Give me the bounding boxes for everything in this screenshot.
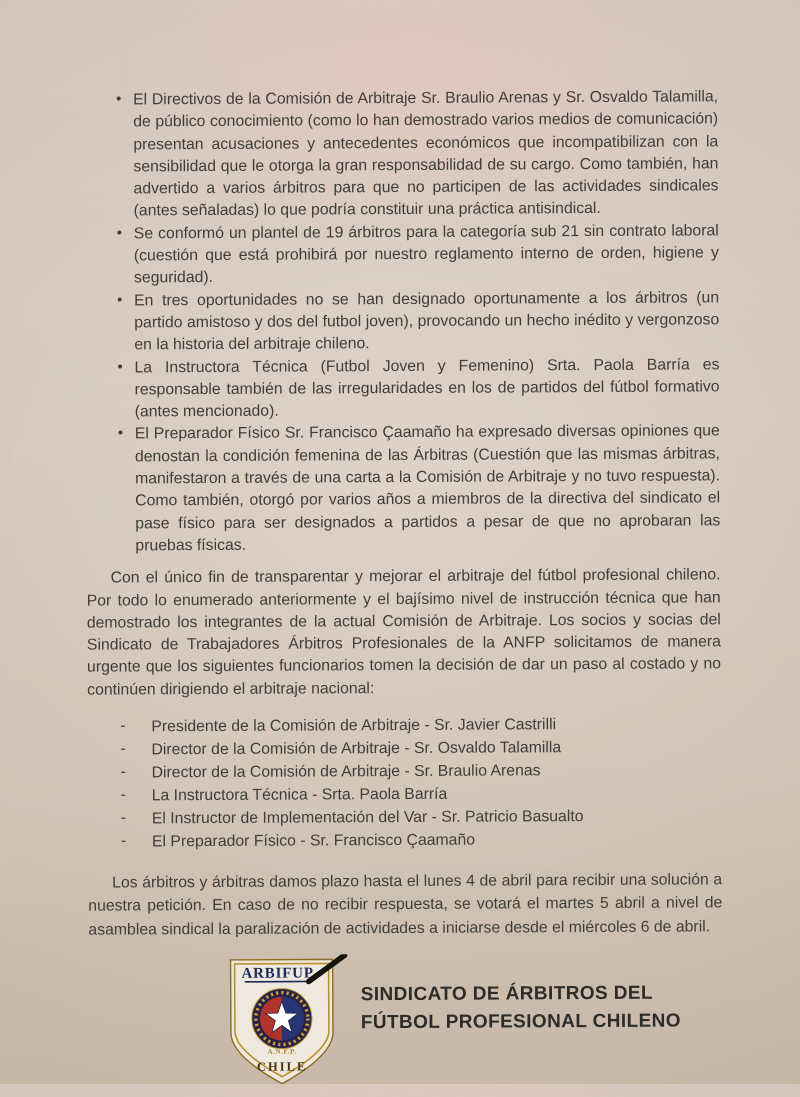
bullet-marker: • [116,88,121,110]
official-text: Director de la Comisión de Arbitraje - Sr. Osvaldo Talamilla [151,739,561,758]
org-name-line1: SINDICATO DE ÁRBITROS DEL [361,980,681,1009]
bullet-marker: • [118,423,123,445]
official-item [151,712,721,738]
official-item [152,781,722,807]
chile-label: CHILE [257,1060,307,1074]
official-item [152,827,722,853]
dash-marker: - [120,737,125,760]
official-item [151,735,721,761]
bullet-text: La Instructora Técnica (Futbol Joven y Femenino) Srta. Paola Barría es responsable también de las irregularidades en los de partidos del fútbol formativo (antes mencionado). [134,356,719,421]
bullet-marker: • [117,289,122,311]
official-item [152,758,722,784]
bullet-item [135,421,721,558]
bullet-text: El Directivos de la Comisión de Arbitraje Sr. Braulio Arenas y Sr. Osvaldo Talamilla, de público conocimiento (como lo han demostrado varios medios de comunicación) presentan acusaciones y antecedentes económicos que incompatibilizan con la sensibilidad que le otorga la gran responsabilidad de su cargo. Como también, han advertido a varios árbitros para que no participen de las actividades sindicales (antes señaladas) lo que podría constituir una práctica antisindical. [133,88,719,220]
anfp-label: A.N.F.P. [267,1048,296,1056]
bullet-text: El Preparador Físico Sr. Francisco Çaamaño ha expresado diversas opiniones que denostan la condición femenina de las Árbitras (Cuestión que las mismas árbitras, manifestaron a través de una carta a la Comisión de Arbitraje y no tuvo respuesta). Como también, otorgó por varios años a miembros de la directiva del sindicato el pase físico para ser designados a partidos a pesar de que no aprobaran las pruebas físicas. [135,423,721,555]
letterhead-footer [89,953,724,1090]
official-text: Director de la Comisión de Arbitraje - Sr. Braulio Arenas [152,762,541,781]
letter-page [84,86,723,1090]
bullet-item [133,86,719,223]
official-item [152,804,722,830]
arbifup-logo [221,955,350,1090]
dash-marker: - [121,806,126,829]
bullet-item [134,220,719,290]
bullet-item [134,354,719,424]
dash-marker: - [120,714,125,737]
grievance-bullet-list [133,86,720,557]
bullet-text: Se conformó un plantel de 19 árbitros para la categoría sub 21 sin contrato laboral (cuestión que está prohibirá por nuestro reglamento interno de orden, higiene y seguridad). [134,222,719,287]
star-emblem-icon [252,989,312,1049]
bullet-text: En tres oportunidades no se han designado oportunamente a los árbitros (un partido amistoso y dos del futbol joven), provocando un hecho inédito y vergonzoso en la historia del arbitraje chileno. [134,289,719,354]
bullet-marker: • [117,222,122,244]
paragraph-request: Con el único fin de transparentar y mejorar el arbitraje del fútbol profesional chileno. Por todo lo enumerado anteriormente y el bajísimo nivel de instrucción técnica que han demostrado los integrantes de la actual Comisión de Arbitraje. Los socios y socias del Sindicato de Trabajadores Árbitros Profesionales de la ANFP solicitamos de manera urgente que los siguientes funcionarios tomen la decisión de dar un paso al costado y no continúen dirigiendo el arbitraje nacional: [87,565,722,702]
officials-list [151,712,722,853]
paragraph-deadline: Los árbitros y árbitras damos plazo hasta el lunes 4 de abril para recibir una solución a nuestra petición. En caso de no recibir respuesta, se votará el martes 5 abril a nivel de asamblea sindical la paralización de actividades a iniciarse desde el miércoles 6 de abril. [88,868,722,942]
bullet-item [134,287,719,357]
official-text: El Preparador Físico - Sr. Francisco Çaamaño [152,832,475,851]
dash-marker: - [121,783,126,806]
dash-marker: - [121,760,126,783]
shield-icon [221,955,350,1090]
official-text: Presidente de la Comisión de Arbitraje - Sr. Javier Castrilli [151,716,556,735]
logo-wordmark: ARBIFUP [241,966,313,982]
organization-name [361,953,681,1037]
org-name-line2: FÚTBOL PROFESIONAL CHILENO [361,1007,681,1036]
bullet-marker: • [117,356,122,378]
official-text: El Instructor de Implementación del Var - Sr. Patricio Basualto [152,808,584,827]
dash-marker: - [121,829,126,852]
official-text: La Instructora Técnica - Srta. Paola Barría [152,786,448,805]
